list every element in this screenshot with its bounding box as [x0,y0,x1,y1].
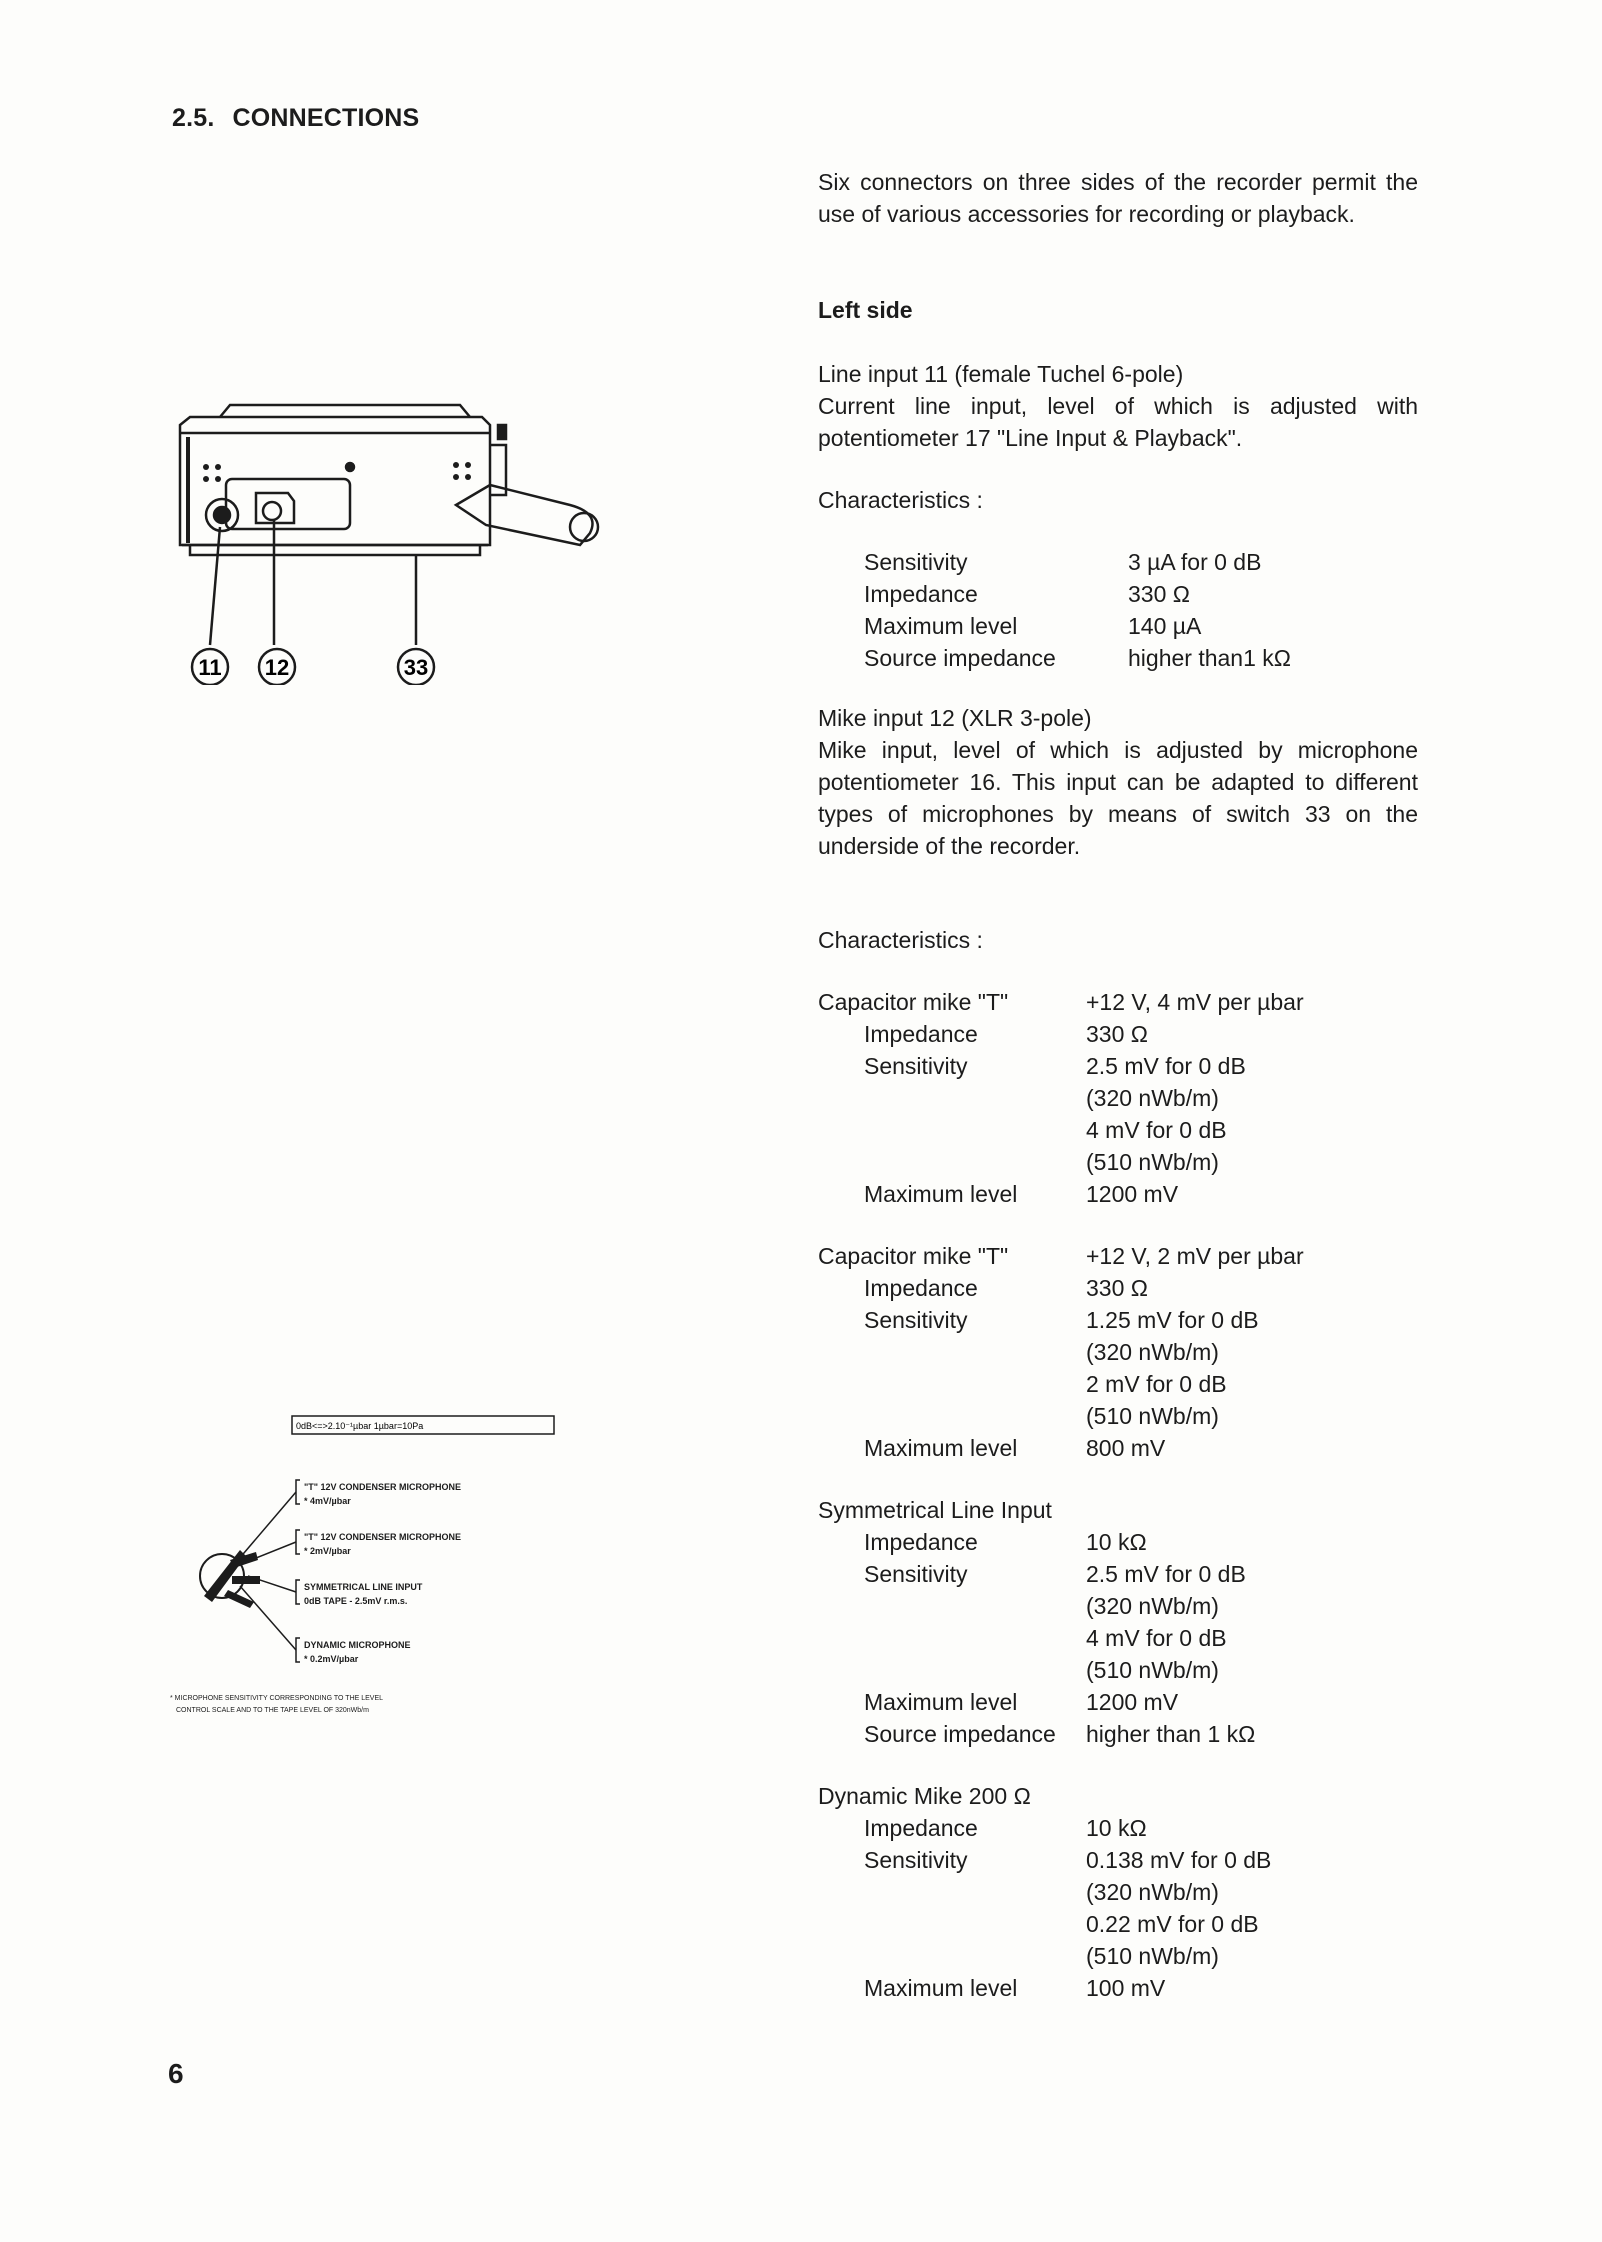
callout-12: 12 [264,655,290,680]
impedance-value: 10 kΩ [1086,1815,1147,1841]
spec-value: 140 µA [1128,613,1202,639]
line-input-description: Current line input, level of which is adjusted with potentiometer 17 "Line Input & Playback". [818,393,1418,451]
line-input-heading: Line input 11 (female Tuchel 6-pole) [818,361,1184,387]
spec-row-sensitivity [864,546,1424,578]
max-level-label: Maximum level [864,1689,1018,1715]
switch-label-3: SYMMETRICAL LINE INPUT [304,1582,423,1592]
switch-label-1: "T" 12V CONDENSER MICROPHONE [304,1482,462,1492]
impedance-label: Impedance [864,1529,978,1555]
spec-group-capacitor-4mv [818,986,1418,1210]
switch-legend-figure [160,1400,580,1730]
max-level-value: 1200 mV [1086,1181,1179,1207]
impedance-value: 10 kΩ [1086,1529,1147,1555]
spec-key: Impedance [864,581,978,607]
mike-input-heading: Mike input 12 (XLR 3-pole) [818,705,1092,731]
spec-group-symmetrical-line [818,1494,1418,1750]
switch-footnote-2: CONTROL SCALE AND TO THE TAPE LEVEL OF 320nWb/m [176,1707,369,1714]
sensitivity-label: Sensitivity [864,1053,968,1079]
line-input-characteristics-label: Characteristics : [818,487,983,513]
sensitivity-value: (510 nWb/m) [1086,1403,1219,1429]
impedance-value: 330 Ω [1086,1275,1148,1301]
group-title: Capacitor mike "T" [818,1243,1009,1269]
section-heading [172,104,419,133]
sensitivity-value: 4 mV for 0 dB [1086,1625,1227,1651]
group-title-value: +12 V, 2 mV per µbar [1086,1243,1304,1269]
sensitivity-value: 0.138 mV for 0 dB [1086,1847,1272,1873]
sensitivity-value: (320 nWb/m) [1086,1879,1219,1905]
spec-key: Sensitivity [864,549,968,575]
switch-label-top: 0dB<=>2.10⁻¹µbar 1µbar=10Pa [296,1421,424,1431]
switch-label-4: DYNAMIC MICROPHONE [304,1640,411,1650]
max-level-value: 800 mV [1086,1435,1166,1461]
sensitivity-value: (320 nWb/m) [1086,1339,1219,1365]
sensitivity-value: 2.5 mV for 0 dB [1086,1053,1246,1079]
sensitivity-value: 1.25 mV for 0 dB [1086,1307,1259,1333]
impedance-label: Impedance [864,1275,978,1301]
sensitivity-value: 2.5 mV for 0 dB [1086,1561,1246,1587]
sensitivity-label: Sensitivity [864,1307,968,1333]
source-impedance-value: higher than 1 kΩ [1086,1721,1256,1747]
max-level-label: Maximum level [864,1435,1018,1461]
impedance-label: Impedance [864,1815,978,1841]
switch-footnote-1: * MICROPHONE SENSITIVITY CORRESPONDING TO THE LEVEL [170,1695,384,1702]
line-input-spec-table [864,546,1424,674]
section-title: CONNECTIONS [232,104,420,132]
line-input-block [818,358,1418,454]
group-title: Capacitor mike "T" [818,989,1009,1015]
mike-input-block [818,702,1418,862]
sensitivity-value: 4 mV for 0 dB [1086,1117,1227,1143]
callout-11: 11 [198,655,222,680]
section-number: 2.5. [172,104,215,132]
sensitivity-value: (320 nWb/m) [1086,1593,1219,1619]
left-side-label: Left side [818,297,913,323]
intro-block [818,166,1418,230]
recorder-side-figure [160,395,620,685]
group-title-value [1086,1494,1418,1526]
impedance-label: Impedance [864,1021,978,1047]
max-level-label: Maximum level [864,1181,1018,1207]
sensitivity-value: 2 mV for 0 dB [1086,1371,1227,1397]
sensitivity-value: (510 nWb/m) [1086,1657,1219,1683]
sensitivity-label: Sensitivity [864,1561,968,1587]
switch-label-4-sens: * 0.2mV/µbar [304,1654,359,1664]
impedance-value: 330 Ω [1086,1021,1148,1047]
page-number: 6 [168,2058,184,2089]
spec-group-capacitor-2mv [818,1240,1418,1464]
spec-row-source-impedance [864,642,1424,674]
spec-row-max-level [864,610,1424,642]
sensitivity-label: Sensitivity [864,1847,968,1873]
spec-key: Source impedance [864,645,1056,671]
switch-label-2-sens: * 2mV/µbar [304,1546,351,1556]
spec-value: 3 µA for 0 dB [1128,549,1262,575]
max-level-label: Maximum level [864,1975,1018,2001]
max-level-value: 1200 mV [1086,1689,1179,1715]
group-title: Symmetrical Line Input [818,1497,1052,1523]
sensitivity-value: (510 nWb/m) [1086,1149,1219,1175]
callout-33: 33 [403,655,429,680]
switch-label-3-sens: 0dB TAPE - 2.5mV r.m.s. [304,1596,408,1606]
switch-label-2: "T" 12V CONDENSER MICROPHONE [304,1532,462,1542]
spec-value: 330 Ω [1128,581,1190,607]
spec-group-dynamic-mike [818,1780,1418,2004]
switch-label-1-sens: * 4mV/µbar [304,1496,351,1506]
group-title-value: +12 V, 4 mV per µbar [1086,989,1304,1015]
mike-input-characteristics-label: Characteristics : [818,927,983,953]
sensitivity-value: (320 nWb/m) [1086,1085,1219,1111]
group-title-value [1086,1780,1418,1812]
spec-row-impedance [864,578,1424,610]
spec-key: Maximum level [864,613,1018,639]
max-level-value: 100 mV [1086,1975,1166,2001]
sensitivity-value: (510 nWb/m) [1086,1943,1219,1969]
spec-value: higher than1 kΩ [1128,645,1291,671]
mike-input-description: Mike input, level of which is adjusted by microphone potentiometer 16. This input can be adapted to different types of microphones by means of switch 33 on the underside of the recorder. [818,737,1418,859]
intro-paragraph: Six connectors on three sides of the recorder permit the use of various accessories for recording or playback. [818,169,1418,227]
group-title: Dynamic Mike 200 Ω [818,1783,1031,1809]
sensitivity-value: 0.22 mV for 0 dB [1086,1911,1259,1937]
source-impedance-label: Source impedance [864,1721,1056,1747]
